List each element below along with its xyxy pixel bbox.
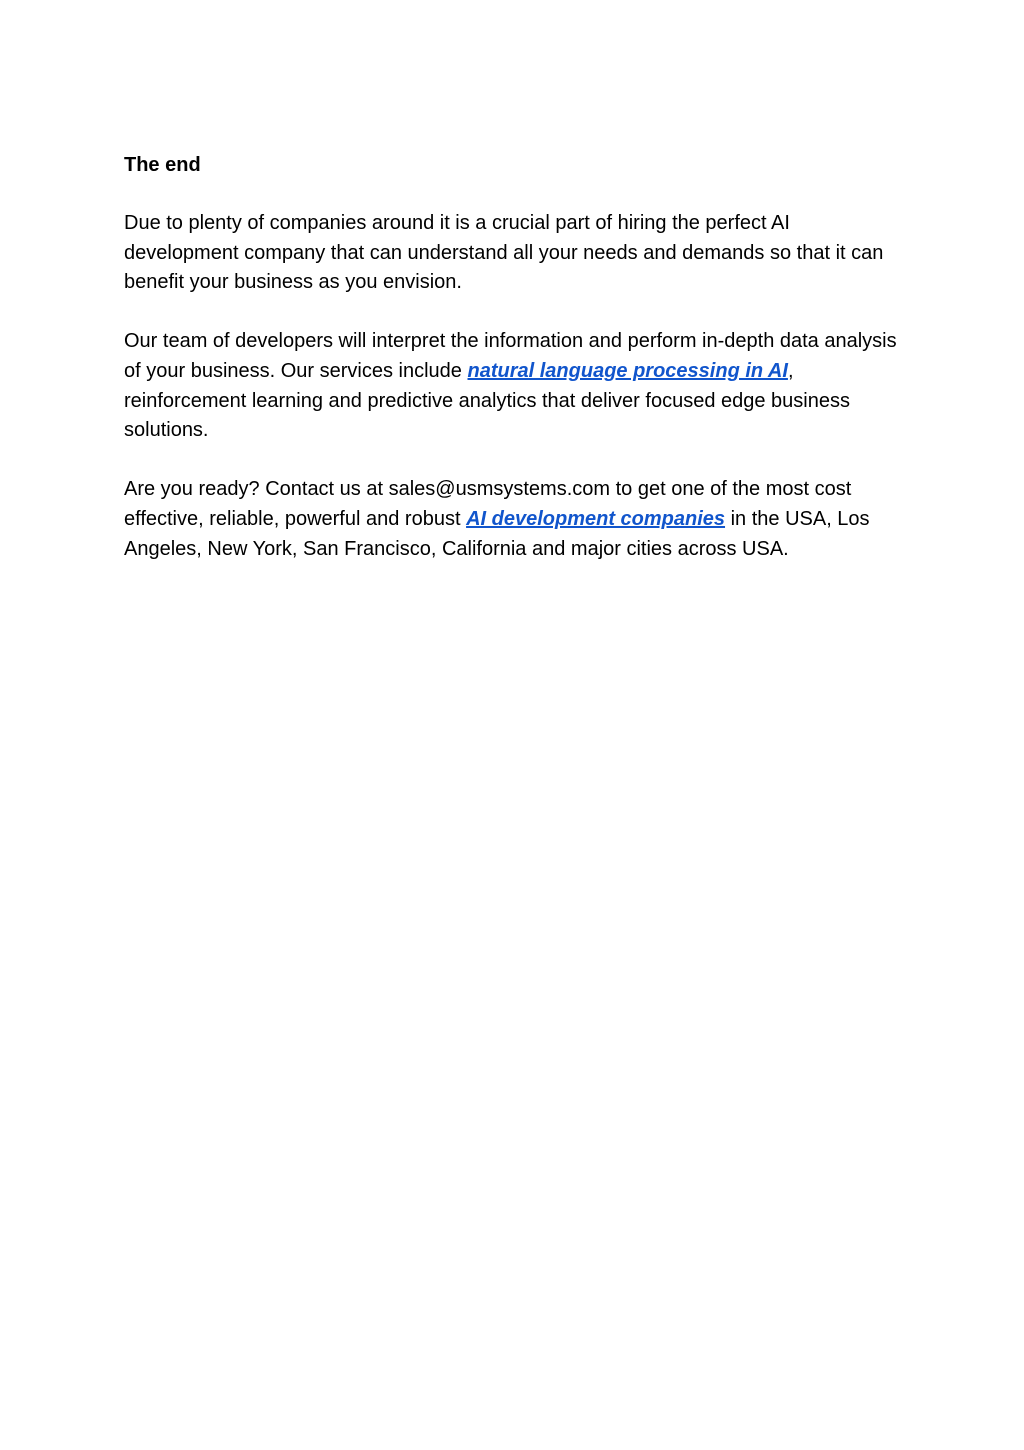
- paragraph-services-text-after: , reinforcement learning and predictive analytics that deliver focused edge business solutions.: [124, 359, 850, 442]
- paragraph-contact-text-before: Are you ready? Contact us at sales@usmsystems.com to get one of the most cost effective, reliable, powerful and robust: [124, 478, 852, 530]
- paragraph-services: [124, 327, 904, 445]
- paragraph-intro-text: Due to plenty of companies around it is a crucial part of hiring the perfect AI development company that can understand all your needs and demands so that it can benefit your business as you envision.: [124, 212, 884, 294]
- section-heading: The end: [124, 154, 201, 176]
- nlp-link[interactable]: natural language processing in AI: [467, 359, 788, 382]
- paragraph-intro: [124, 209, 904, 298]
- paragraph-services-text-before: Our team of developers will interpret the information and perform in-depth data analysis of your business. Our services include: [124, 330, 897, 382]
- ai-development-companies-link[interactable]: AI development companies: [466, 507, 726, 530]
- paragraph-contact-text-after: in the USA, Los Angeles, New York, San Francisco, California and major cities across USA.: [124, 507, 870, 560]
- document-page: [124, 150, 904, 594]
- paragraph-contact: [124, 475, 904, 564]
